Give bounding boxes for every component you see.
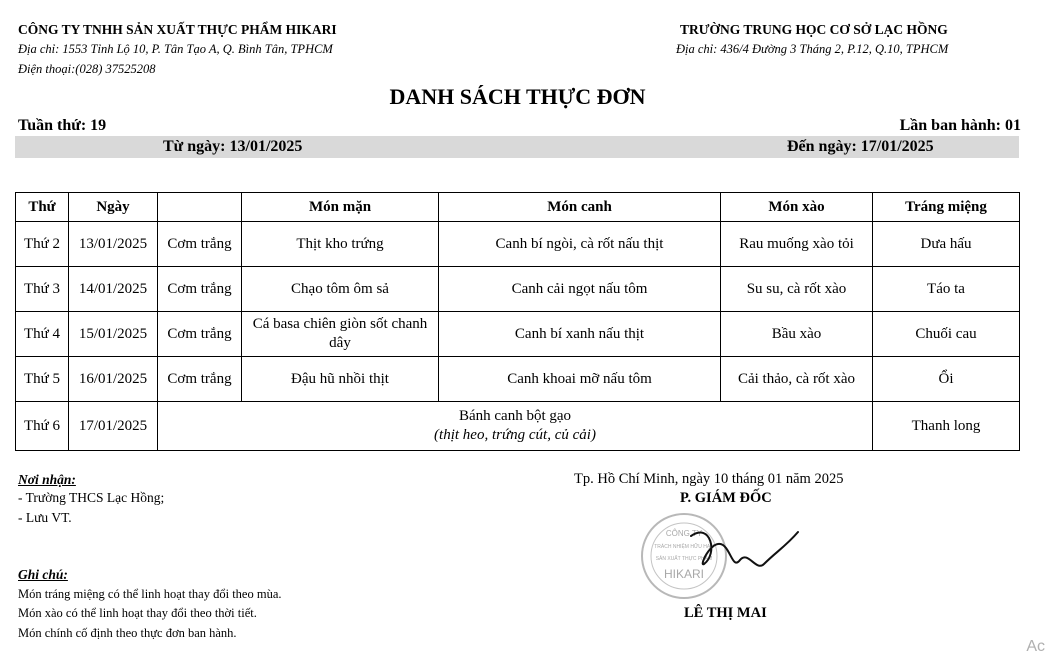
table-row — [16, 267, 1020, 312]
combined-dish-note: (thịt heo, trứng cút, củ cải) — [434, 427, 596, 443]
cell-day: Thứ 6 — [16, 402, 69, 451]
cell-rice: Cơm trắng — [158, 357, 242, 402]
cell-day: Thứ 3 — [16, 267, 69, 312]
cell-dessert: Thanh long — [873, 402, 1020, 451]
corner-watermark: Ac — [1026, 638, 1045, 655]
cell-day: Thứ 4 — [16, 312, 69, 357]
cell-rice: Cơm trắng — [158, 312, 242, 357]
seal-brand: HIKARI — [663, 567, 705, 581]
cell-stir-fry: Bầu xào — [721, 312, 873, 357]
cell-soup: Canh khoai mỡ nấu tôm — [439, 357, 721, 402]
cell-date: 17/01/2025 — [69, 402, 158, 451]
cell-rice: Cơm trắng — [158, 222, 242, 267]
cell-dessert: Dưa hấu — [873, 222, 1020, 267]
header-soup: Món canh — [439, 193, 721, 222]
cell-date: 14/01/2025 — [69, 267, 158, 312]
cell-soup: Canh bí ngòi, cà rốt nấu thịt — [439, 222, 721, 267]
to-date: Đến ngày: 17/01/2025 — [787, 138, 934, 155]
combined-dish-name: Bánh canh bột gạo — [458, 408, 572, 424]
cell-stir-fry: Cải thảo, cà rốt xào — [721, 357, 873, 402]
note-item: Món chính cố định theo thực đơn ban hành. — [18, 626, 237, 640]
header-date: Ngày — [69, 193, 158, 222]
cell-main-dish: Đậu hũ nhồi thịt — [242, 357, 439, 402]
notes-label: Ghi chú: — [18, 567, 68, 582]
cell-dessert: Ổi — [873, 357, 1020, 402]
menu-table — [15, 192, 1020, 451]
cell-day: Thứ 2 — [16, 222, 69, 267]
table-row — [16, 312, 1020, 357]
cell-rice: Cơm trắng — [158, 267, 242, 312]
company-seal — [636, 502, 836, 612]
note-item: Món tráng miệng có thể linh hoạt thay đổi theo mùa. — [18, 587, 282, 601]
cell-dessert: Chuối cau — [873, 312, 1020, 357]
company-address: Địa chỉ: 1553 Tỉnh Lộ 10, P. Tân Tạo A, Q. Bình Tân, TPHCM — [18, 42, 333, 56]
table-row — [16, 222, 1020, 267]
table-row — [16, 402, 1020, 451]
cell-soup: Canh bí xanh nấu thịt — [439, 312, 721, 357]
from-date: Từ ngày: 13/01/2025 — [163, 138, 303, 155]
cell-main-dish: Chạo tôm ôm sả — [242, 267, 439, 312]
recipients-label: Nơi nhận: — [18, 472, 76, 487]
company-name: CÔNG TY TNHH SẢN XUẤT THỰC PHẨM HIKARI — [18, 22, 337, 37]
header-day: Thứ — [16, 193, 69, 222]
week-number: Tuần thứ: 19 — [18, 117, 107, 134]
place-date: Tp. Hồ Chí Minh, ngày 10 tháng 01 năm 2025 — [574, 471, 844, 487]
cell-date: 16/01/2025 — [69, 357, 158, 402]
cell-date: 13/01/2025 — [69, 222, 158, 267]
header-rice — [158, 193, 242, 222]
school-name: TRƯỜNG TRUNG HỌC CƠ SỞ LẠC HỒNG — [680, 22, 948, 37]
recipient-item: - Lưu VT. — [18, 510, 72, 525]
note-item: Món xào có thể linh hoạt thay đổi theo thời tiết. — [18, 606, 257, 620]
table-row — [16, 357, 1020, 402]
seal-line-1: CÔNG TY — [665, 529, 703, 538]
cell-stir-fry: Su su, cà rốt xào — [721, 267, 873, 312]
cell-stir-fry: Rau muống xào tỏi — [721, 222, 873, 267]
header-dessert: Tráng miệng — [873, 193, 1020, 222]
seal-line-3: SẢN XUẤT THỰC PHẨM — [655, 556, 713, 562]
cell-combined-dish — [158, 402, 873, 451]
company-phone: Điện thoại:(028) 37525208 — [18, 62, 156, 76]
cell-date: 15/01/2025 — [69, 312, 158, 357]
seal-line-2: TRÁCH NHIỆM HỮU HẠN — [654, 544, 714, 550]
cell-dessert: Táo ta — [873, 267, 1020, 312]
header-main-dish: Món mặn — [242, 193, 439, 222]
signer-name: LÊ THỊ MAI — [684, 605, 767, 621]
cell-day: Thứ 5 — [16, 357, 69, 402]
cell-soup: Canh cải ngọt nấu tôm — [439, 267, 721, 312]
cell-main-dish: Thịt kho trứng — [242, 222, 439, 267]
table-header-row — [16, 193, 1020, 222]
document-title: DANH SÁCH THỰC ĐƠN — [389, 84, 646, 109]
issue-number: Lần ban hành: 01 — [899, 117, 1021, 134]
cell-main-dish: Cá basa chiên giòn sốt chanh dây — [242, 312, 439, 357]
recipient-item: - Trường THCS Lạc Hồng; — [18, 490, 165, 505]
signer-position: P. GIÁM ĐỐC — [680, 490, 772, 506]
header-stir-fry: Món xào — [721, 193, 873, 222]
school-address: Địa chỉ: 436/4 Đường 3 Tháng 2, P.12, Q.10, TPHCM — [676, 42, 949, 56]
